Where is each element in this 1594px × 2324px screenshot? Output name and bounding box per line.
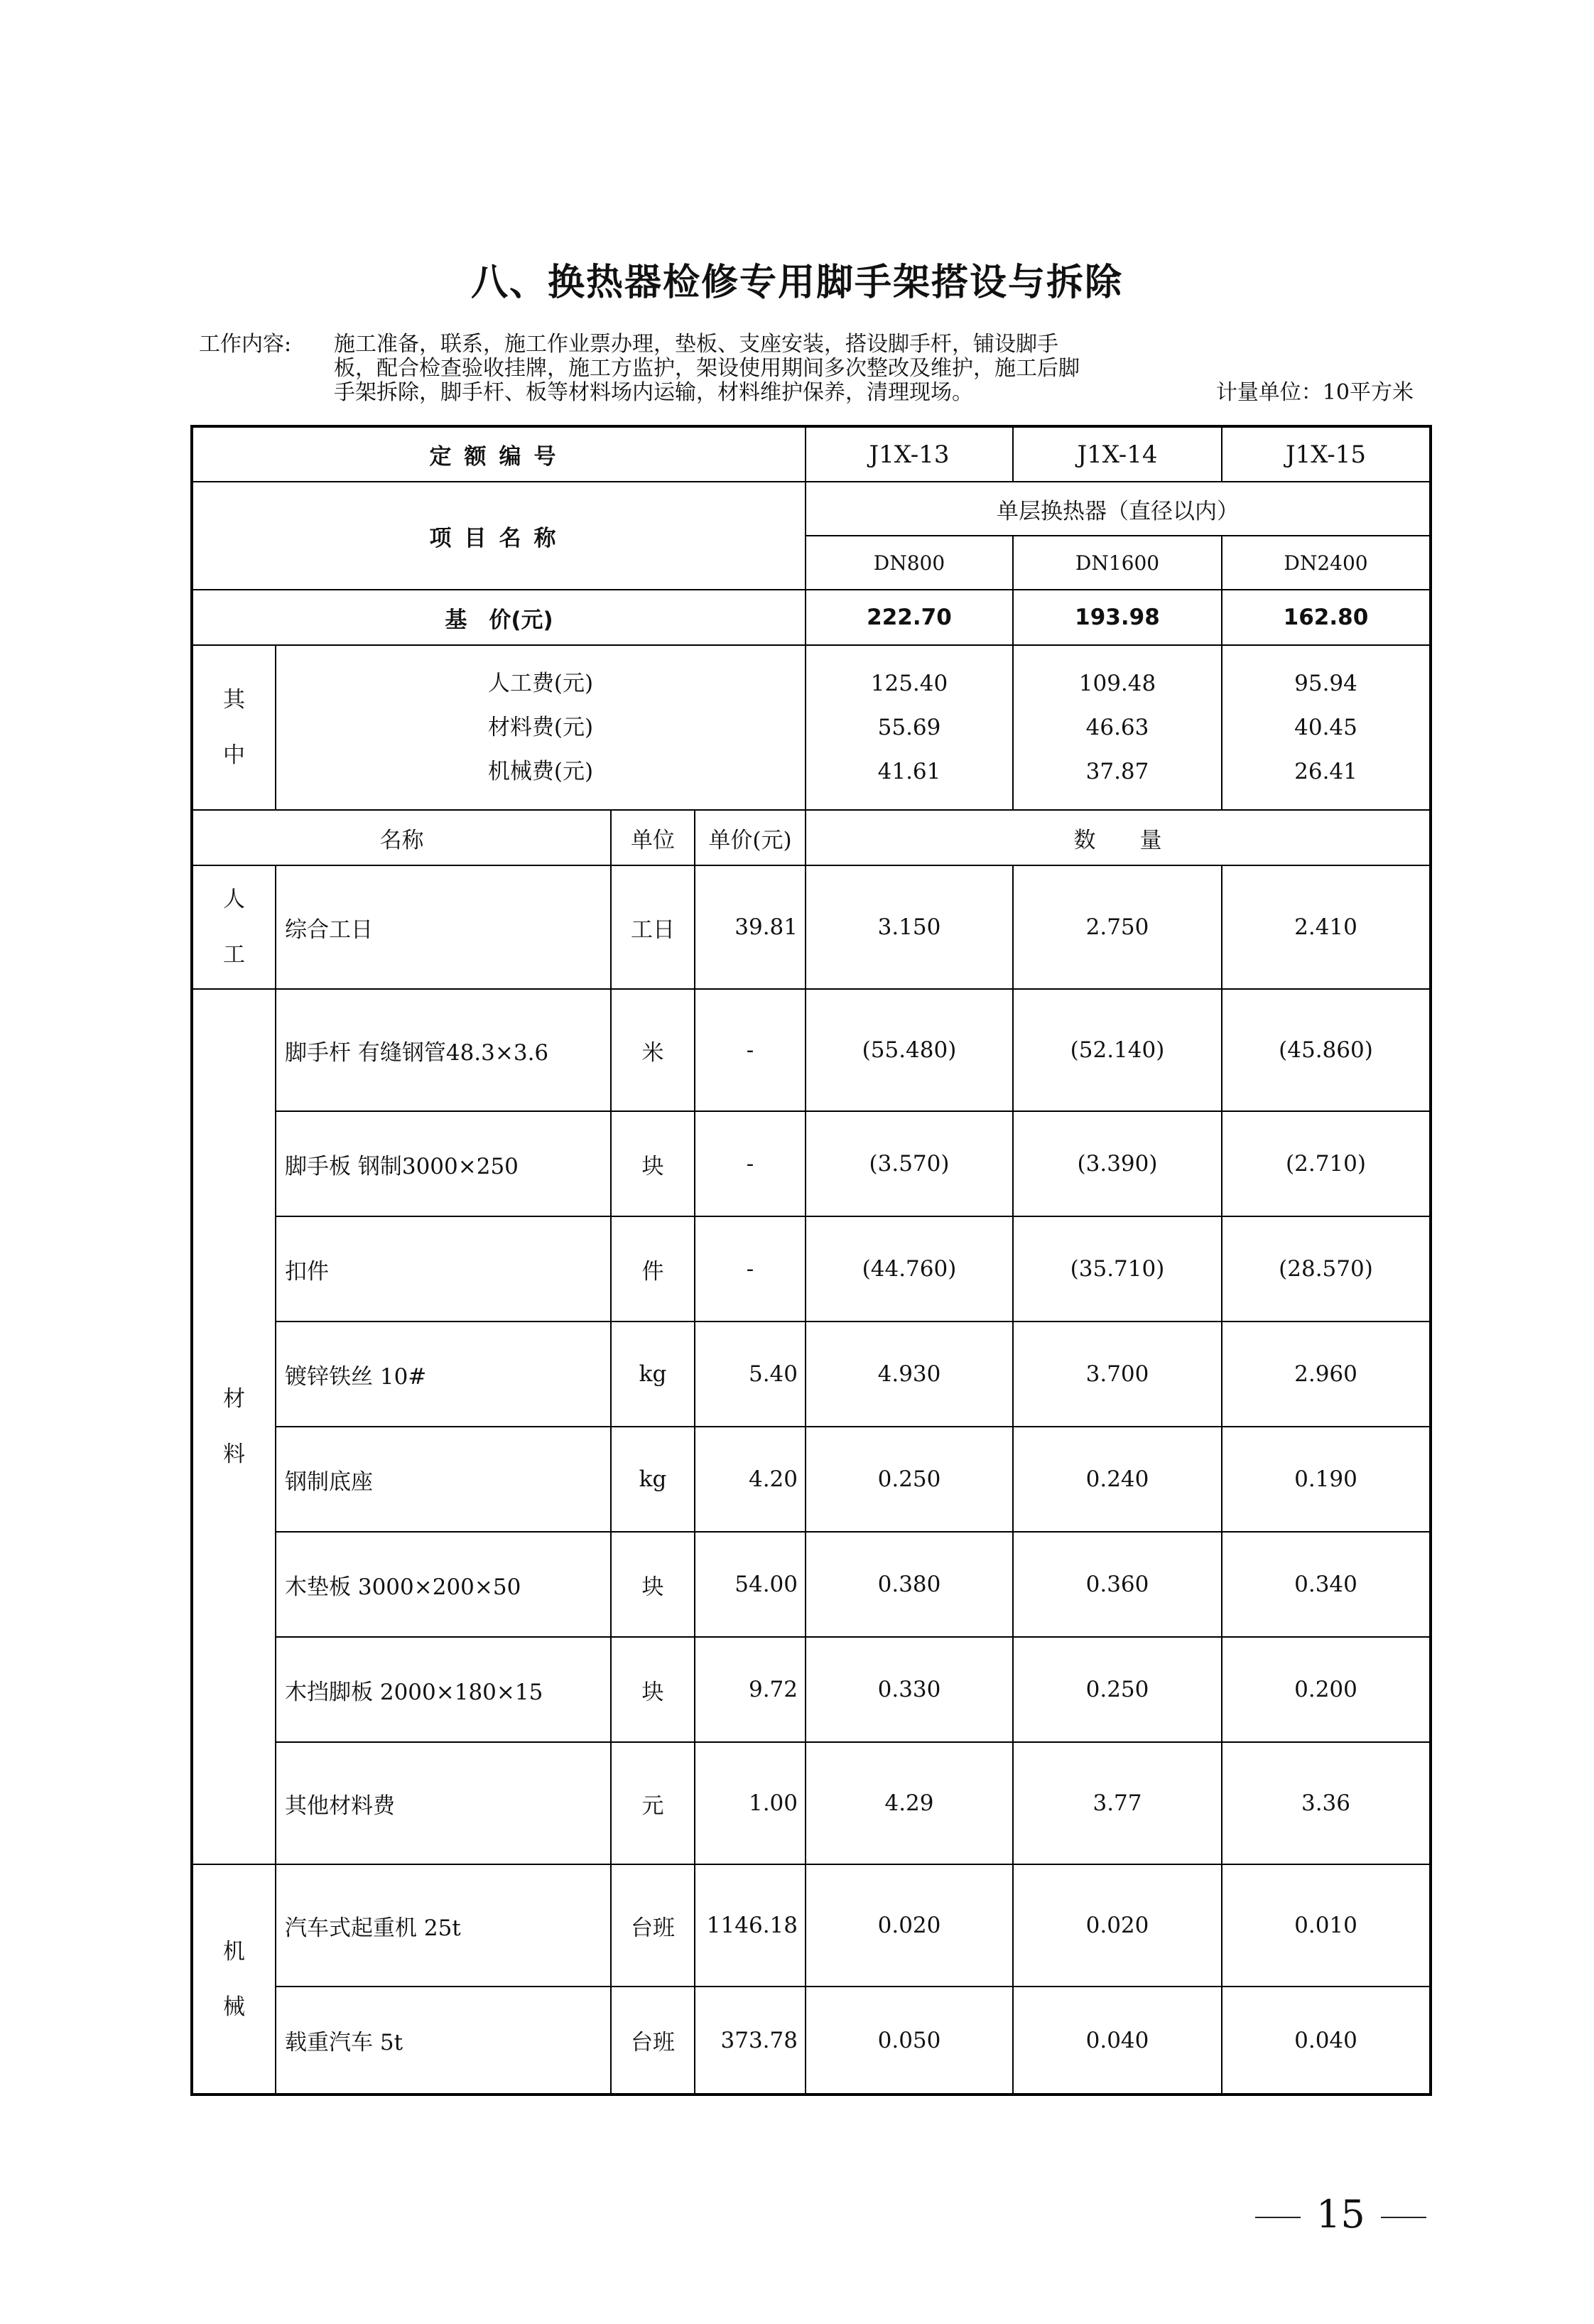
material-qty: (35.710) xyxy=(1013,1216,1222,1322)
material-qty: 0.200 xyxy=(1222,1637,1431,1742)
cost-value: 37.87 xyxy=(1085,759,1149,784)
material-qty: 0.240 xyxy=(1013,1427,1222,1532)
machinery-name: 汽车式起重机 25t xyxy=(276,1864,611,1987)
work-content-label: 工作内容: xyxy=(199,332,292,357)
material-price: - xyxy=(695,1216,806,1322)
table-row xyxy=(192,1111,1431,1216)
cost-value: 41.61 xyxy=(877,759,941,784)
cost-value: 55.69 xyxy=(877,715,941,740)
material-qty: 0.250 xyxy=(806,1427,1013,1532)
table-row xyxy=(192,1742,1431,1864)
cost-label: 材料费(元) xyxy=(487,715,594,740)
machinery-qty: 0.040 xyxy=(1013,1987,1222,2095)
cost-value: 46.63 xyxy=(1085,715,1149,740)
material-unit: 米 xyxy=(611,989,695,1111)
cost-value: 40.45 xyxy=(1294,715,1357,740)
dash-decoration xyxy=(1255,2217,1301,2218)
machinery-name: 载重汽车 5t xyxy=(276,1987,611,2095)
work-content-line: 板，配合检查验收挂牌，施工方监护，架设使用期间多次整改及维护，施工后脚 xyxy=(334,356,1080,381)
material-price: 4.20 xyxy=(695,1427,806,1532)
material-qty: 0.250 xyxy=(1013,1637,1222,1742)
material-name: 木垫板 3000×200×50 xyxy=(276,1532,611,1637)
machinery-section xyxy=(192,1864,276,2095)
material-name: 钢制底座 xyxy=(276,1427,611,1532)
item-name-label: 项目名称 xyxy=(192,482,806,590)
material-name: 脚手杆 有缝钢管48.3×3.6 xyxy=(276,989,611,1111)
machinery-qty: 0.010 xyxy=(1222,1864,1431,1987)
machinery-price: 1146.18 xyxy=(695,1864,806,1987)
cost-values xyxy=(1013,645,1222,810)
material-qty: 4.930 xyxy=(806,1322,1013,1427)
machinery-unit: 台班 xyxy=(611,1864,695,1987)
machinery-qty: 0.050 xyxy=(806,1987,1013,2095)
base-price-value: 162.80 xyxy=(1222,590,1431,645)
material-qty: 3.77 xyxy=(1013,1742,1222,1864)
material-unit: 块 xyxy=(611,1637,695,1742)
material-price: 54.00 xyxy=(695,1532,806,1637)
material-price: 1.00 xyxy=(695,1742,806,1864)
labor-item-qty: 2.410 xyxy=(1222,865,1431,989)
cost-values xyxy=(806,645,1013,810)
material-unit: 块 xyxy=(611,1111,695,1216)
machinery-qty: 0.040 xyxy=(1222,1987,1431,2095)
work-content-line: 手架拆除，脚手杆、板等材料场内运输，材料维护保养，清理现场。 xyxy=(334,380,973,405)
cost-values xyxy=(1222,645,1431,810)
material-qty: (52.140) xyxy=(1013,989,1222,1111)
material-qty: (44.760) xyxy=(806,1216,1013,1322)
section-char: 材 xyxy=(223,1386,245,1412)
material-name: 脚手板 钢制3000×250 xyxy=(276,1111,611,1216)
table-row xyxy=(192,1864,1431,1987)
quota-code: J1X-13 xyxy=(806,426,1013,482)
measurement-unit: 计量单位：10平方米 xyxy=(1215,380,1414,405)
material-name: 镀锌铁丝 10# xyxy=(276,1322,611,1427)
labor-item-unit: 工日 xyxy=(611,865,695,989)
table-row xyxy=(192,1322,1431,1427)
among-section xyxy=(192,645,276,810)
material-qty: 3.36 xyxy=(1222,1742,1431,1864)
material-qty: (45.860) xyxy=(1222,989,1431,1111)
page-title: 八、换热器检修专用脚手架搭设与拆除 xyxy=(470,261,1123,304)
machinery-qty: 0.020 xyxy=(806,1864,1013,1987)
labor-item-qty: 3.150 xyxy=(806,865,1013,989)
material-qty: (3.570) xyxy=(806,1111,1013,1216)
material-name: 扣件 xyxy=(276,1216,611,1322)
col-header-unit: 单位 xyxy=(611,810,695,865)
labor-item-price: 39.81 xyxy=(695,865,806,989)
material-qty: 2.960 xyxy=(1222,1322,1431,1427)
cost-value: 125.40 xyxy=(870,671,948,696)
material-name: 其他材料费 xyxy=(276,1742,611,1864)
material-unit: 件 xyxy=(611,1216,695,1322)
size-cell: DN800 xyxy=(806,536,1013,590)
labor-item-name: 综合工日 xyxy=(276,865,611,989)
material-price: 9.72 xyxy=(695,1637,806,1742)
machinery-price: 373.78 xyxy=(695,1987,806,2095)
section-char: 工 xyxy=(223,942,245,968)
section-char: 中 xyxy=(223,742,245,768)
cost-label: 机械费(元) xyxy=(487,759,594,784)
dash-decoration xyxy=(1381,2217,1426,2218)
cost-value: 26.41 xyxy=(1294,759,1357,784)
material-name: 木挡脚板 2000×180×15 xyxy=(276,1637,611,1742)
table-row xyxy=(192,1987,1431,2095)
material-qty: (28.570) xyxy=(1222,1216,1431,1322)
section-char: 其 xyxy=(223,687,245,713)
table-row xyxy=(192,1532,1431,1637)
cost-value: 109.48 xyxy=(1078,671,1156,696)
group-header: 单层换热器（直径以内） xyxy=(806,482,1431,536)
material-unit: kg xyxy=(611,1322,695,1427)
cost-label: 人工费(元) xyxy=(487,671,594,696)
material-qty: 4.29 xyxy=(806,1742,1013,1864)
section-char: 械 xyxy=(223,1994,245,2020)
work-content-line: 施工准备，联系，施工作业票办理，垫板、支座安装，搭设脚手杆，铺设脚手 xyxy=(334,332,1058,357)
table-row xyxy=(192,1216,1431,1322)
quota-table xyxy=(190,425,1432,2096)
labor-section xyxy=(192,865,276,989)
material-qty: (3.390) xyxy=(1013,1111,1222,1216)
material-qty: 0.340 xyxy=(1222,1532,1431,1637)
col-header-quantity: 数 量 xyxy=(806,810,1431,865)
size-cell: DN2400 xyxy=(1222,536,1431,590)
table-row xyxy=(192,1637,1431,1742)
material-unit: 块 xyxy=(611,1532,695,1637)
base-price-value: 193.98 xyxy=(1013,590,1222,645)
material-qty: 0.190 xyxy=(1222,1427,1431,1532)
section-char: 人 xyxy=(223,887,245,912)
page-number-text: 15 xyxy=(1316,2192,1365,2237)
quota-code: J1X-14 xyxy=(1013,426,1222,482)
material-price: - xyxy=(695,989,806,1111)
quota-code: J1X-15 xyxy=(1222,426,1431,482)
labor-item-qty: 2.750 xyxy=(1013,865,1222,989)
material-qty: (2.710) xyxy=(1222,1111,1431,1216)
materials-section xyxy=(192,989,276,1864)
material-unit: 元 xyxy=(611,1742,695,1864)
material-qty: (55.480) xyxy=(806,989,1013,1111)
material-qty: 0.360 xyxy=(1013,1532,1222,1637)
section-char: 机 xyxy=(223,1938,245,1964)
cost-labels xyxy=(276,645,806,810)
table-row xyxy=(192,989,1431,1111)
size-cell: DN1600 xyxy=(1013,536,1222,590)
material-qty: 0.380 xyxy=(806,1532,1013,1637)
page-number xyxy=(1240,2192,1442,2237)
material-price: 5.40 xyxy=(695,1322,806,1427)
col-header-name: 名称 xyxy=(192,810,611,865)
section-char: 料 xyxy=(223,1442,245,1467)
table-row xyxy=(192,1427,1431,1532)
base-price-label: 基 价(元) xyxy=(192,590,806,645)
machinery-unit: 台班 xyxy=(611,1987,695,2095)
col-header-price: 单价(元) xyxy=(695,810,806,865)
material-unit: kg xyxy=(611,1427,695,1532)
cost-value: 95.94 xyxy=(1294,671,1357,696)
material-qty: 0.330 xyxy=(806,1637,1013,1742)
base-price-value: 222.70 xyxy=(806,590,1013,645)
machinery-qty: 0.020 xyxy=(1013,1864,1222,1987)
quota-number-label: 定额编号 xyxy=(192,426,806,482)
material-price: - xyxy=(695,1111,806,1216)
material-qty: 3.700 xyxy=(1013,1322,1222,1427)
